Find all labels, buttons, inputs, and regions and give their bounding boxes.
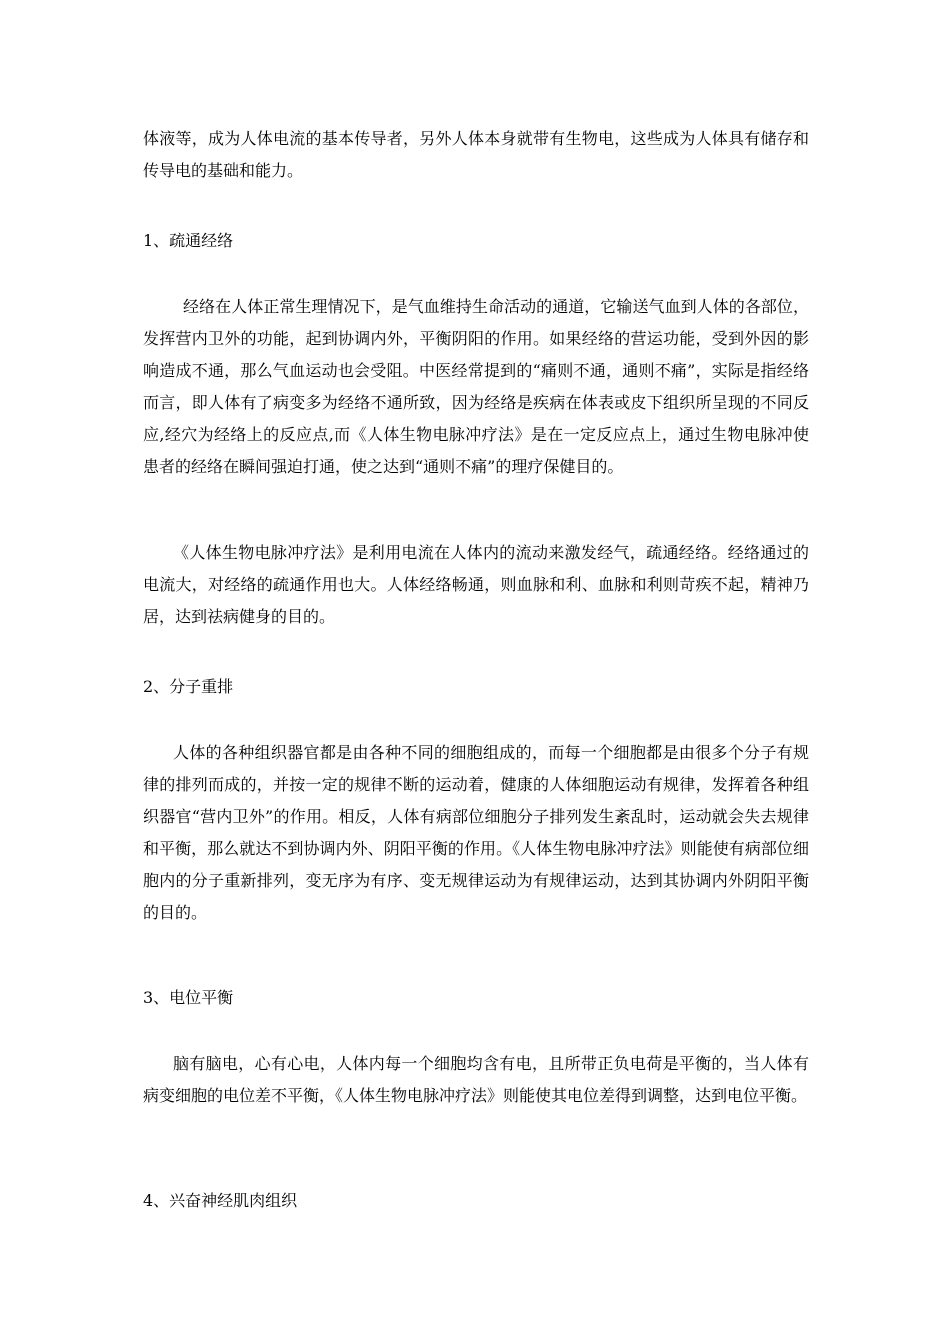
intro-paragraph: 体液等，成为人体电流的基本传导者，另外人体本身就带有生物电，这些成为人体具有储存和传导电的基础和能力。 [143, 129, 809, 180]
section-heading-2: 2、分子重排 [143, 677, 234, 696]
section-3-paragraph-1: 脑有脑电，心有心电，人体内每一个细胞均含有电，且所带正负电荷是平衡的，当人体有病变细胞的电位差不平衡，《人体生物电脉冲疗法》则能使其电位差得到调整，达到电位平衡。 [143, 1054, 809, 1105]
section-1-paragraph-2: 《人体生物电脉冲疗法》是利用电流在人体内的流动来激发经气，疏通经络。经络通过的电流大，对经络的疏通作用也大。人体经络畅通，则血脉和利、血脉和利则苛疾不起，精神乃居，达到祛病健身的目的。 [143, 543, 809, 626]
section-heading-4: 4、兴奋神经肌肉组织 [143, 1191, 298, 1210]
section-heading-3: 3、电位平衡 [143, 988, 234, 1007]
section-1-paragraph-1: 经络在人体正常生理情况下，是气血维持生命活动的通道，它输送气血到人体的各部位，发挥营内卫外的功能，起到协调内外，平衡阴阳的作用。如果经络的营运功能，受到外因的影响造成不通，那么气血运动也会受阻。中医经常提到的“痛则不通，通则不痛”，实际是指经络而言，即人体有了病变多为经络不通所致，因为经络是疾病在体表或皮下组织所呈现的不同反应,经穴为经络上的反应点,而《人体生物电脉冲疗法》是在一定反应点上，通过生物电脉冲使患者的经络在瞬间强迫打通，使之达到“通则不痛”的理疗保健目的。 [143, 297, 809, 476]
section-2-paragraph-1: 人体的各种组织器官都是由各种不同的细胞组成的，而每一个细胞都是由很多个分子有规律的排列而成的，并按一定的规律不断的运动着，健康的人体细胞运动有规律，发挥着各种组织器官“营内卫外”的作用。相反，人体有病部位细胞分子排列发生紊乱时，运动就会失去规律和平衡，那么就达不到协调内外、阴阳平衡的作用。《人体生物电脉冲疗法》则能使有病部位细胞内的分子重新排列，变无序为有序、变无规律运动为有规律运动，达到其协调内外阴阳平衡的目的。 [143, 743, 809, 922]
section-heading-1: 1、疏通经络 [143, 231, 234, 250]
